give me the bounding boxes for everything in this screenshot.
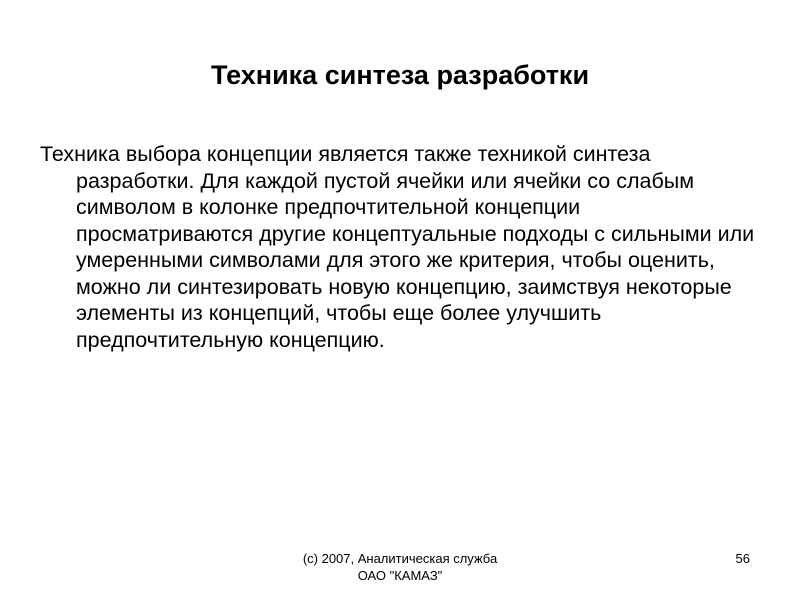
footer-credit [250, 550, 550, 584]
page-number: 56 [735, 551, 750, 566]
footer-credit-line-2: ОАО "КАМАЗ" [357, 568, 443, 583]
slide-title: Техника синтеза разработки [210, 60, 590, 90]
slide-body-text: Техника выбора концепции является также техникой синтеза разработки. Для каждой пустой ячейки или ячейки со слабым символом в колонке предпочтительной концепции просматриваются другие концептуальные подходы с сильными или умеренными символами для этого же критерия, чтобы оценить, можно ли синтезировать новую концепцию, заимствуя некоторые элементы из концепций, чтобы еще более улучшить предпочтительную концепцию. [40, 142, 755, 352]
footer-credit-line-1: (c) 2007, Аналитическая служба [302, 551, 498, 566]
